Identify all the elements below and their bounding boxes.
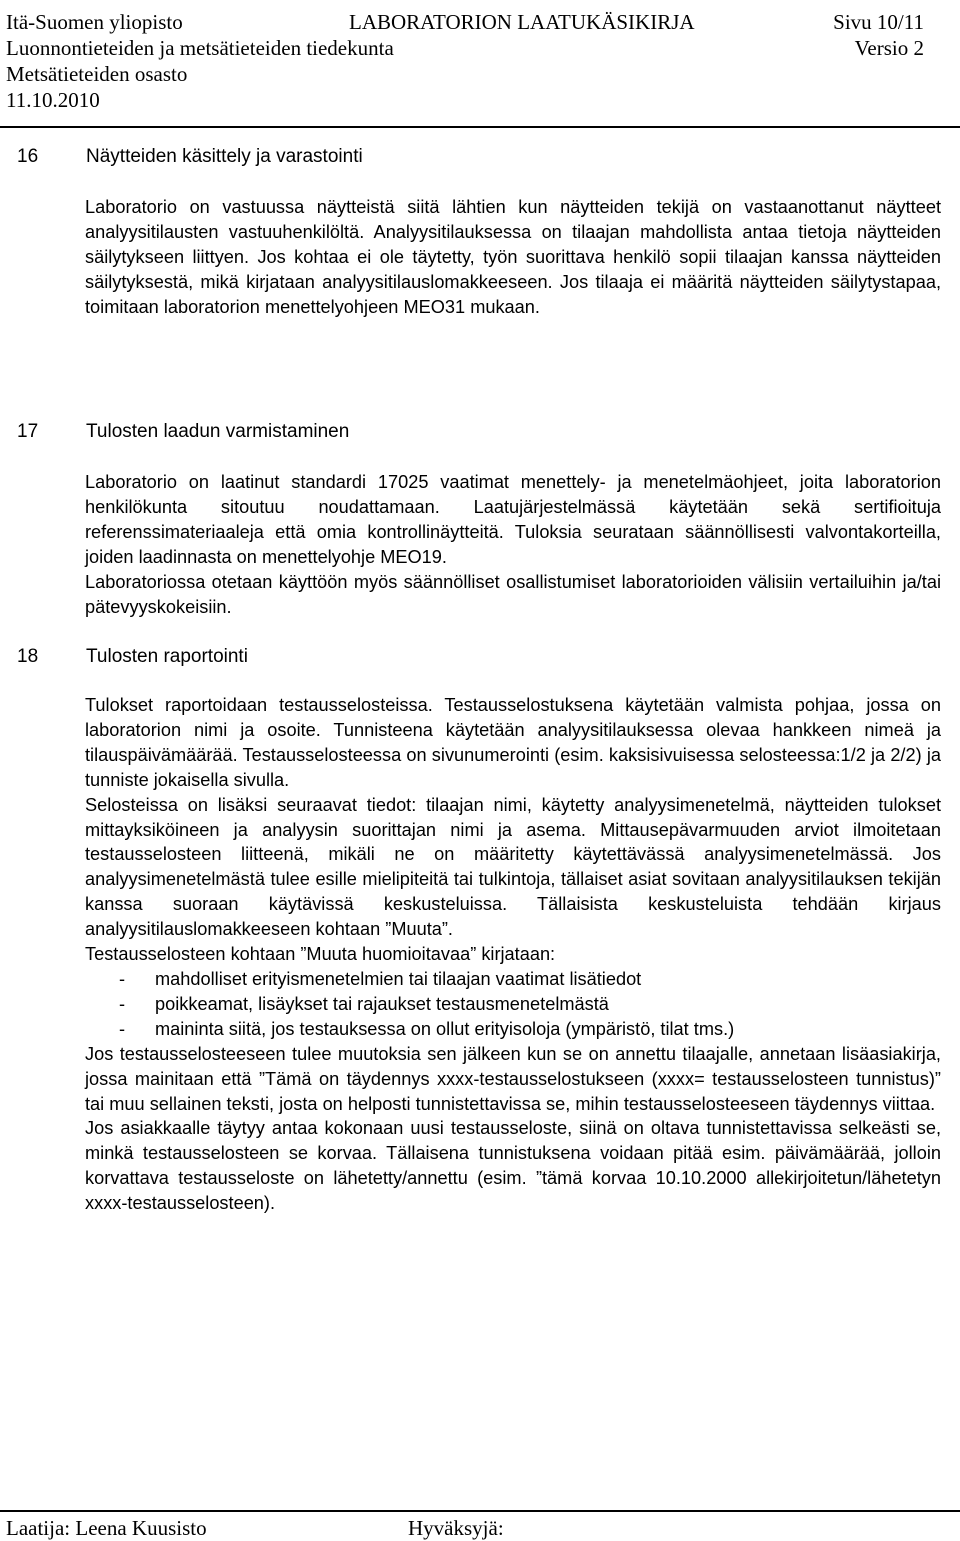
list-item <box>85 1017 941 1042</box>
bullet-marker: - <box>119 968 126 989</box>
paragraph: Testausselosteen kohtaan ”Muuta huomioitavaa” kirjataan: <box>85 944 556 965</box>
paragraph: Jos asiakkaalle täytyy antaa kokonaan uusi testausseloste, siinä on oltava tunnistettavissa selkeästi se, minkä testausselosteen se korvaa. Tällaisena tunnistuksena voidaan pitää esim. päivämäärää, jolloin korvattava testausseloste on lähetetty/annettu (esim. ”tämä korvaa 10.10.2000 allekirjoitetun/lähetetyn xxxx-testausselosteen). <box>85 1118 941 1214</box>
paragraph: Tulokset raportoidaan testausselosteissa. Testausselostuksena käytetään valmista pohjaa, jossa on laboratorion nimi ja osoite. Tunnisteena käytetään analyysitilauksessa olevaa hankkeen nimeä ja tilauspäivämäärää. Testausselosteessa on sivunumerointi (esim. kaksisivuisessa selosteessa:1/2 ja 2/2) ja tunniste jokaisella sivulla. <box>85 695 941 790</box>
section-heading-17 <box>17 420 349 444</box>
section-number: 16 <box>17 146 39 167</box>
paragraph: Laboratorio on vastuussa näytteistä siitä lähtien kun näytteiden tekijä on vastaanottanut näytteet analyysitilausten vastuuhenkilöltä. Analyysitilauksessa on tilaajan mahdollista antaa tietoja näytteiden säilytykseen liittyen. Jos kohtaa ei ole täytetty, työn suorittava henkilö sopii tilaajan kanssa näytteiden säilytyksestä, mikä kirjataan analyysitilauslomakkeeseen. Jos tilaaja ei määritä näytteiden säilytystapaa, toimitaan laboratorion menettelyohjeen MEO31 mukaan. <box>85 197 941 317</box>
bullet-marker: - <box>119 993 126 1014</box>
header-row-3 <box>0 62 960 88</box>
header-row-1 <box>0 10 960 36</box>
section-title: Tulosten raportointi <box>86 646 248 667</box>
bullet-list <box>85 967 941 1042</box>
page-number: Sivu 10/11 <box>833 10 924 34</box>
department-name: Metsätieteiden osasto <box>6 62 188 86</box>
document-title: LABORATORION LAATUKÄSIKIRJA <box>349 10 695 34</box>
header-row-4 <box>0 88 960 114</box>
paragraph: Selosteissa on lisäksi seuraavat tiedot: tilaajan nimi, käytetty analyysimenetelmä, näytteiden tulokset mittayksiköineen ja analyysin suorittajan nimi ja asema. Mittausepävarmuuden arviot ilmoitetaan testausselosteen liitteenä, mikäli ne on määritetty käytettävässä analyysimenetelmässä. Jos analyysimenetelmästä tulee esille mielipiteitä tai tulkintoja, tällaiset asiat sovitaan analyysitilauksen tekijän kanssa suoraan käytävissä keskusteluissa. Tällaisista keskusteluista tehdään kirjaus analyysitilauslomakkeeseen kohtaan ”Muuta”. <box>85 794 941 940</box>
author-label: Laatija: Leena Kuusisto <box>6 1516 207 1540</box>
header-row-2 <box>0 36 960 62</box>
section-body-16 <box>85 195 941 320</box>
page-header <box>0 0 960 126</box>
approver-label: Hyväksyjä: <box>408 1516 504 1540</box>
paragraph: Jos testausselosteeseen tulee muutoksia sen jälkeen kun se on annettu tilaajalle, annetaan lisäasiakirja, jossa mainitaan että ”Tämä on täydennys xxxx-testausselostukseen (xxxx= testausselosteen tunnistus)” tai muu sellainen teksti, josta on helposti tunnistettavissa se, mihin testausselosteeseen täydennys viittaa. <box>85 1043 941 1114</box>
bullet-marker: - <box>119 1018 126 1039</box>
university-name: Itä-Suomen yliopisto <box>6 10 183 34</box>
list-item-text: maininta siitä, jos testauksessa on ollut erityisoloja (ympäristö, tilat tms.) <box>155 1018 735 1039</box>
list-item <box>85 992 941 1017</box>
faculty-name: Luonnontieteiden ja metsätieteiden tiedekunta <box>6 36 394 60</box>
document-date: 11.10.2010 <box>6 88 100 112</box>
version-label: Versio 2 <box>854 36 924 60</box>
list-item <box>85 967 941 992</box>
section-title: Näytteiden käsittely ja varastointi <box>86 146 363 167</box>
section-body-17 <box>85 470 941 619</box>
section-heading-18 <box>17 645 248 669</box>
section-heading-16 <box>17 145 363 169</box>
paragraph: Laboratoriossa otetaan käyttöön myös säännölliset osallistumiset laboratorioiden välisiin vertailuihin ja/tai pätevyyskokeisiin. <box>85 571 941 617</box>
section-number: 17 <box>17 421 39 442</box>
footer-divider <box>0 1510 960 1512</box>
section-title: Tulosten laadun varmistaminen <box>86 421 350 442</box>
list-item-text: poikkeamat, lisäykset tai rajaukset testausmenetelmästä <box>155 993 609 1014</box>
section-number: 18 <box>17 646 39 667</box>
paragraph: Laboratorio on laatinut standardi 17025 vaatimat menettely- ja menetelmäohjeet, joita laboratorion henkilökunta sitoutuu noudattamaan. Laatujärjestelmässä käytetään sekä sertifioituja referenssimateriaaleja että omia kontrollinäytteitä. Tuloksia seurataan säännöllisesti valvontakorteilla, joiden laadinnasta on menettelyohje MEO19. <box>85 472 941 567</box>
page-footer <box>0 1516 960 1541</box>
list-item-text: mahdolliset erityismenetelmien tai tilaajan vaatimat lisätiedot <box>155 968 642 989</box>
section-body-18 <box>85 693 941 1216</box>
header-divider <box>0 126 960 128</box>
